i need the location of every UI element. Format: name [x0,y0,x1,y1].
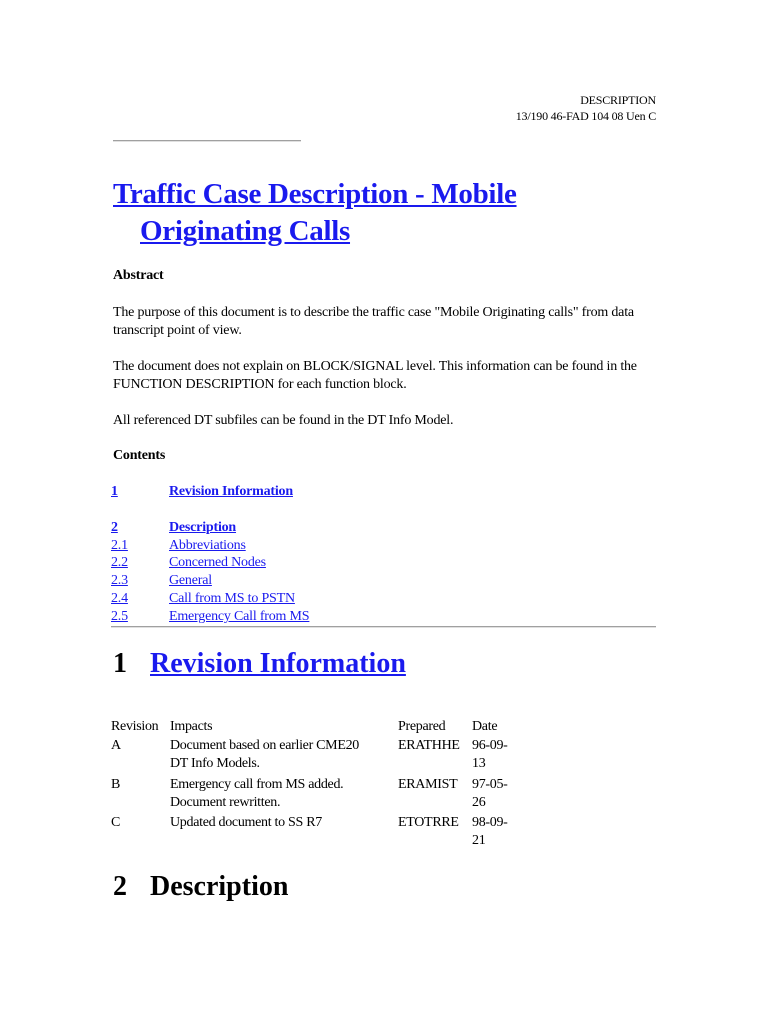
toc-label[interactable]: Call from MS to PSTN [169,591,295,606]
section-number: 1 [113,648,127,679]
section-number: 2 [113,871,127,902]
table-cell-date [472,737,508,773]
document-number: 13/190 46-FAD 104 08 Uen C [515,109,656,123]
toc-item-abbreviations[interactable] [111,537,511,555]
table-cell-date [472,814,508,850]
table-cell-prepared: ETOTRRE [398,815,459,830]
abstract-paragraph-1: The purpose of this document is to describe the traffic case "Mobile Originating calls" from data transcript point of view. [113,305,634,338]
title-line-2: Originating Calls [140,215,351,247]
title-line-1: Traffic Case Description - Mobile [113,178,517,210]
table-cell-impacts [170,776,343,812]
abstract-heading: Abstract [113,268,164,283]
table-cell-line: Document based on earlier CME20 [170,738,359,753]
section-title-link[interactable]: Revision Information [150,648,406,679]
table-header-revision: Revision [111,719,159,734]
table-cell-impacts [170,737,359,773]
section-heading-revision-information [113,647,406,681]
toc-number[interactable]: 2.2 [111,555,128,570]
table-cell-line: 98-09- [472,815,508,830]
toc-item-emergency-call-from-ms[interactable] [111,608,511,626]
abstract-paragraph-3: All referenced DT subfiles can be found in the DT Info Model. [113,413,454,428]
table-cell-revision: A [111,738,121,753]
table-cell-line: 21 [472,833,486,848]
section-heading-description [113,870,288,904]
table-cell-line: 26 [472,795,486,810]
document-type: DESCRIPTION [580,93,656,107]
table-header-impacts: Impacts [170,719,213,734]
toc-label[interactable]: Description [169,520,237,535]
table-cell-prepared: ERATHHE [398,738,460,753]
contents-divider [111,626,656,628]
toc-label[interactable]: Concerned Nodes [169,555,266,570]
toc-label[interactable]: Revision Information [169,484,293,499]
document-title-link[interactable] [113,178,517,250]
table-header-prepared: Prepared [398,719,446,734]
toc-number[interactable]: 2.3 [111,573,128,588]
header-divider [113,140,301,142]
toc-number[interactable]: 1 [111,484,118,499]
table-cell-line: 97-05- [472,777,508,792]
toc-item-general[interactable] [111,572,511,590]
toc-number[interactable]: 2.5 [111,609,128,624]
table-cell-line: Emergency call from MS added. [170,777,344,792]
table-cell-line: 13 [472,756,486,771]
toc-label[interactable]: Abbreviations [169,538,246,553]
toc-number[interactable]: 2.1 [111,538,128,553]
table-cell-date [472,776,508,812]
table-cell-revision: C [111,815,121,830]
table-header-date: Date [472,719,498,734]
abstract-paragraph-2: The document does not explain on BLOCK/SIGNAL level. This information can be found in the FUNCTION DESCRIPTION for each function block. [113,359,637,392]
table-cell-line: DT Info Models. [170,756,260,771]
toc-item-concerned-nodes[interactable] [111,554,511,572]
toc-item-revision-information[interactable] [111,483,511,501]
document-title [113,176,517,250]
table-cell-impacts [170,814,322,832]
toc-label[interactable]: General [169,573,212,588]
table-cell-revision: B [111,777,121,792]
section-title: Description [150,871,289,902]
toc-label[interactable]: Emergency Call from MS [169,609,310,624]
toc-number[interactable]: 2 [111,520,118,535]
table-cell-line: Document rewritten. [170,795,281,810]
document-header [516,92,656,124]
toc-item-description[interactable] [111,519,511,537]
toc-number[interactable]: 2.4 [111,591,128,606]
toc-item-call-from-ms-to-pstn[interactable] [111,590,511,608]
table-cell-line: Updated document to SS R7 [170,815,322,830]
table-cell-line: 96-09- [472,738,508,753]
table-cell-prepared: ERAMIST [398,777,458,792]
contents-heading: Contents [113,448,166,463]
